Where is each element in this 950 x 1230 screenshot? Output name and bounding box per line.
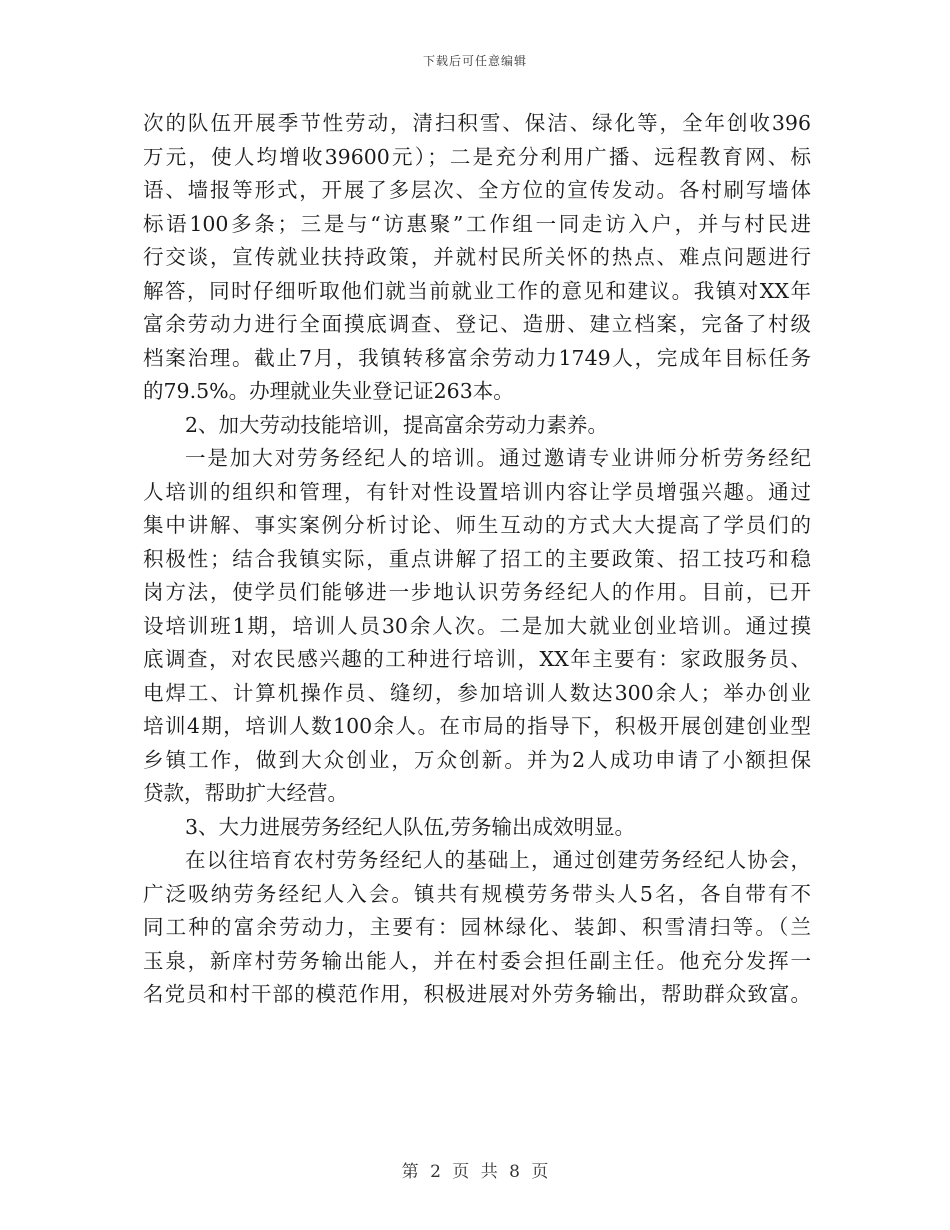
body-text-line: 电焊工、计算机操作员、缝纫，参加培训人数达300余人；举办创业 — [143, 680, 811, 705]
page-header: 下载后可任意编辑 — [422, 54, 527, 68]
body-text-line: 一是加大对劳务经纪人的培训。通过邀请专业讲师分析劳务经纪 — [185, 446, 811, 470]
body-text-line: 人培训的组织和管理，有针对性设置培训内容让学员增强兴趣。通过 — [143, 479, 811, 504]
body-text-line: 万元，使人均增收39600元）；二是充分利用广播、远程教育网、标 — [143, 144, 811, 169]
body-text-line: 设培训班1期，培训人员30余人次。二是加大就业创业培训。通过摸 — [143, 613, 811, 638]
body-text-line: 贷款，帮助扩大经营。 — [143, 781, 348, 805]
body-text-line: 3、大力进展劳务经纪人队伍,劳务输出成效明显。 — [185, 814, 636, 839]
body-text-line: 广泛吸纳劳务经纪人入会。镇共有规模劳务带头人5名，各自带有不 — [143, 881, 811, 906]
page-number-footer: 第 2 页 共 8 页 — [401, 1162, 549, 1182]
body-text-line: 玉泉，新庠村劳务输出能人，并在村委会担任副主任。他充分发挥一 — [143, 948, 811, 973]
body-text-line: 语、墙报等形式，开展了多层次、全方位的宣传发动。各村刷写墙体 — [143, 178, 811, 202]
body-text-line: 培训4期，培训人数100余人。在市局的指导下，积极开展创建创业型 — [143, 714, 811, 738]
body-text-line: 2、加大劳动技能培训，提高富余劳动力素养。 — [185, 412, 609, 437]
document-body — [143, 107, 811, 1012]
body-text-line: 的79.5%。办理就业失业登记证263本。 — [143, 379, 514, 403]
body-text-line: 标语100多条；三是与“访惠聚”工作组一同走访入户，并与村民进 — [143, 211, 811, 236]
body-text-line: 积极性；结合我镇实际，重点讲解了招工的主要政策、招工技巧和稳 — [143, 546, 811, 571]
body-text-line: 在以往培育农村劳务经纪人的基础上，通过创建劳务经纪人协会， — [185, 848, 811, 872]
body-text-line: 集中讲解、事实案例分析讨论、师生互动的方式大大提高了学员们的 — [143, 513, 811, 537]
body-text-line: 档案治理。截止7月，我镇转移富余劳动力1749人，完成年目标任务 — [143, 345, 811, 370]
body-text-line: 次的队伍开展季节性劳动，清扫积雪、保洁、绿化等，全年创收396 — [143, 111, 811, 135]
body-text-line: 乡镇工作，做到大众创业，万众创新。并为2人成功申请了小额担保 — [143, 747, 811, 772]
body-text-line: 岗方法，使学员们能够进一步地认识劳务经纪人的作用。目前，已开 — [143, 580, 811, 604]
body-text-line: 名党员和村干部的模范作用，积极进展对外劳务输出，帮助群众致富。 — [143, 982, 811, 1006]
body-text-line: 行交谈，宣传就业扶持政策，并就村民所关怀的热点、难点问题进行 — [143, 245, 811, 269]
body-text-line: 底调查，对农民感兴趣的工种进行培训，XX年主要有：家政服务员、 — [143, 647, 811, 671]
body-text-line: 解答，同时仔细听取他们就当前就业工作的意见和建议。我镇对XX年 — [143, 278, 811, 303]
body-text-line: 同工种的富余劳动力，主要有：园林绿化、装卸、积雪清扫等。（兰 — [143, 915, 811, 939]
body-text-line: 富余劳动力进行全面摸底调查、登记、造册、建立档案，完备了村级 — [143, 312, 811, 336]
